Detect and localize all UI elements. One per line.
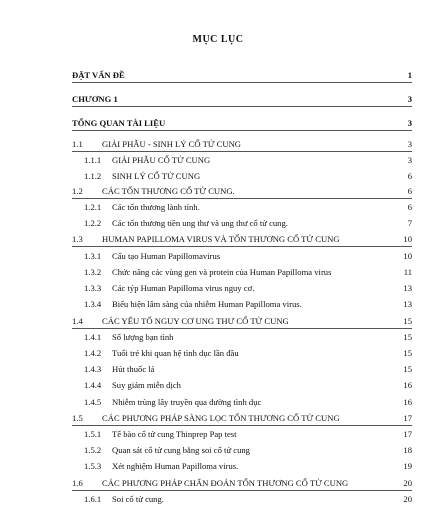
toc-entry <box>0 330 436 344</box>
toc-entry-number: 1.5 <box>72 413 83 423</box>
toc-entry-number: 1.6.1 <box>84 494 102 504</box>
toc-entry <box>0 92 436 106</box>
toc-entry-number: 1.3 <box>72 234 83 244</box>
toc-entry <box>0 216 436 230</box>
toc-entry-page: 17 <box>403 429 412 439</box>
toc-entry-number: 1.3.4 <box>84 299 102 309</box>
toc-divider <box>72 130 412 131</box>
toc-entry <box>0 411 436 425</box>
toc-entry-number: 1.5.1 <box>84 429 102 439</box>
toc-entry-page: 15 <box>403 332 412 342</box>
toc-entry <box>0 427 436 441</box>
toc-entry-page: 18 <box>403 445 412 455</box>
toc-entry-label: CHƯƠNG 1 <box>72 94 118 104</box>
toc-entry-number: 1.5.2 <box>84 445 102 455</box>
toc-entry-label: CÁC PHƯƠNG PHÁP CHẨN ĐOÁN TỔN THƯƠNG CỔ TỬ CUNG <box>102 478 349 488</box>
toc-entry-label: CÁC TỔN THƯƠNG CỔ TỬ CUNG. <box>102 186 235 196</box>
toc-entry-page: 13 <box>403 299 412 309</box>
toc-entry-number: 1.1.1 <box>84 155 102 165</box>
toc-entry-number: 1.4.5 <box>84 397 102 407</box>
toc-entry-number: 1.4 <box>72 316 83 326</box>
toc-entry-page: 19 <box>403 461 412 471</box>
toc-entry-number: 1.1.2 <box>84 171 102 181</box>
toc-entry-label: HUMAN PAPILLOMA VIRUS VÀ TỔN THƯƠNG CỔ TỬ CUNG <box>102 234 340 244</box>
toc-entry-number: 1.4.2 <box>84 348 102 358</box>
toc-entry-number: 1.2.1 <box>84 202 102 212</box>
toc-entry-label: ĐẶT VẤN ĐỀ <box>72 70 125 80</box>
toc-entry-number: 1.5.3 <box>84 461 102 471</box>
toc-entry <box>0 443 436 457</box>
toc-entry-number: 1.2 <box>72 186 83 196</box>
toc-entry <box>0 249 436 263</box>
toc-entry-page: 10 <box>403 251 412 261</box>
toc-entry-page: 6 <box>407 186 412 196</box>
toc-entry <box>0 200 436 214</box>
toc-entry-page: 13 <box>403 283 412 293</box>
toc-divider <box>72 425 412 426</box>
toc-divider <box>72 328 412 329</box>
toc-entry-label: Hút thuốc lá <box>112 364 155 374</box>
toc-entry-label: Nhiễm trùng lây truyền qua đường tình dục <box>112 397 262 407</box>
toc-entry <box>0 297 436 311</box>
toc-entry-number: 1.3.1 <box>84 251 102 261</box>
toc-entry-label: Các týp Human Papilloma virus nguy cơ. <box>112 283 255 293</box>
toc-entry-page: 10 <box>403 234 412 244</box>
toc-entry <box>0 492 436 506</box>
toc-entry <box>0 346 436 360</box>
toc-divider <box>72 106 412 107</box>
toc-entry-number: 1.4.1 <box>84 332 102 342</box>
toc-entry-number: 1.6 <box>72 478 83 488</box>
toc-divider <box>72 82 412 83</box>
toc-entry-label: Quan sát cổ tử cung bằng soi cổ tử cung <box>112 445 250 455</box>
toc-entry <box>0 362 436 376</box>
toc-divider <box>72 198 412 199</box>
toc-entry-number: 1.4.3 <box>84 364 102 374</box>
toc-entry-number: 1.2.2 <box>84 218 102 228</box>
toc-entry-page: 1 <box>407 70 412 80</box>
toc-entry-label: Soi cổ tử cung. <box>112 494 164 504</box>
toc-entry-page: 7 <box>407 218 412 228</box>
toc-divider <box>72 490 412 491</box>
toc-entry-label: Tuổi trẻ khi quan hệ tình dục lần đầu <box>112 348 239 358</box>
page-title: MỤC LỤC <box>192 34 244 45</box>
toc-entry-label: Xét nghiệm Human Papilloma virus. <box>112 461 239 471</box>
toc-entry <box>0 459 436 473</box>
toc-entry-label: TỔNG QUAN TÀI LIỆU <box>72 118 166 128</box>
toc-entry-page: 3 <box>407 139 412 149</box>
toc-entry <box>0 281 436 295</box>
toc-entry <box>0 265 436 279</box>
toc-entry-page: 16 <box>403 380 412 390</box>
toc-entry <box>0 395 436 409</box>
toc-entry-page: 3 <box>407 155 412 165</box>
toc-entry-label: Biểu hiện lâm sàng của nhiễm Human Papilloma virus. <box>112 299 302 309</box>
toc-entry <box>0 314 436 328</box>
toc-entry <box>0 116 436 130</box>
toc-entry-page: 6 <box>407 202 412 212</box>
toc-entry <box>0 153 436 167</box>
toc-entry-number: 1.3.2 <box>84 267 102 277</box>
toc-entry-label: Số lượng bạn tình <box>112 332 174 342</box>
toc-entry-label: Chức năng các vùng gen và protein của Human Papilloma virus <box>112 267 332 277</box>
toc-entry-label: CÁC YẾU TỐ NGUY CƠ UNG THƯ CỔ TỬ CUNG <box>102 316 289 326</box>
toc-entry <box>0 232 436 246</box>
toc-divider <box>72 151 412 152</box>
toc-entry <box>0 68 436 82</box>
toc-entry-page: 11 <box>403 267 412 277</box>
toc-entry-label: Suy giảm miễn dịch <box>112 380 181 390</box>
toc-entry-page: 15 <box>403 364 412 374</box>
toc-entry-label: SINH LÝ CỔ TỬ CUNG <box>112 171 201 181</box>
toc-entry-page: 20 <box>403 478 412 488</box>
toc-entry-page: 15 <box>403 348 412 358</box>
toc-divider <box>72 246 412 247</box>
toc-entry-page: 15 <box>403 316 412 326</box>
toc-entry <box>0 378 436 392</box>
toc-entry-number: 1.1 <box>72 139 83 149</box>
toc-entry-page: 6 <box>407 171 412 181</box>
toc-entry-page: 3 <box>407 94 412 104</box>
toc-entry-page: 17 <box>403 413 412 423</box>
toc-entry-label: Cấu tạo Human Papillomavirus <box>112 251 221 261</box>
toc-entry-page: 16 <box>403 397 412 407</box>
toc-entry-number: 1.3.3 <box>84 283 102 293</box>
toc-entry-page: 20 <box>403 494 412 504</box>
toc-entry-label: Tế bào cổ tử cung Thinprep Pap test <box>112 429 237 439</box>
toc-entry-label: GIẢI PHẪU - SINH LÝ CỔ TỬ CUNG <box>102 139 241 149</box>
toc-entry-number: 1.4.4 <box>84 380 102 390</box>
toc-entry-label: GIẢI PHẪU CỔ TỬ CUNG <box>112 155 211 165</box>
toc-entry <box>0 476 436 490</box>
toc-entry <box>0 169 436 183</box>
toc-entry-label: CÁC PHƯƠNG PHÁP SÀNG LỌC TỔN THƯƠNG CỔ TỬ CUNG <box>102 413 340 423</box>
toc-entry-label: Các tổn thương tiền ung thư và ung thư cổ tử cung. <box>112 218 288 228</box>
toc-entry-label: Các tổn thương lành tính. <box>112 202 200 212</box>
toc-entry-page: 3 <box>407 118 412 128</box>
toc-entry <box>0 137 436 151</box>
toc-entry <box>0 184 436 198</box>
